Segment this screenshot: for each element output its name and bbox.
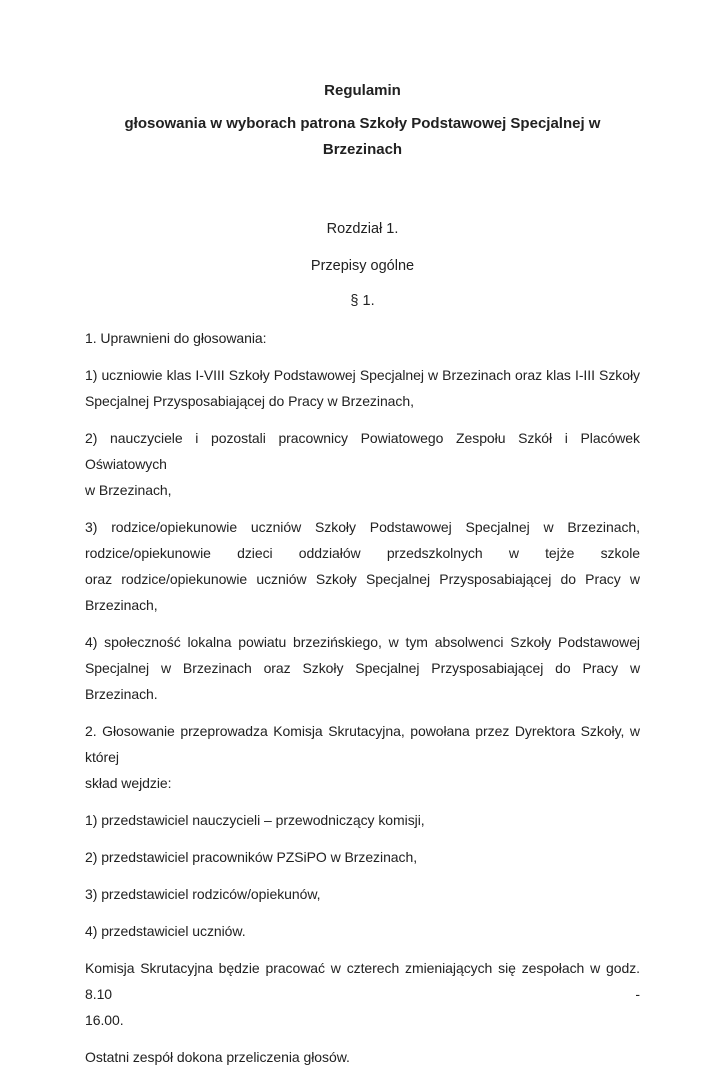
paragraph-line: 3) przedstawiciel rodziców/opiekunów,	[85, 886, 321, 902]
paragraph	[85, 629, 640, 707]
paragraph-line: 4) przedstawiciel uczniów.	[85, 923, 246, 939]
paragraph	[85, 807, 640, 833]
paragraph	[85, 718, 640, 796]
paragraph-line: 2. Głosowanie przeprowadza Komisja Skrutacyjna, powołana przez Dyrektora Szkoły, w której	[85, 723, 640, 765]
paragraph-line: 16.00.	[85, 1012, 124, 1028]
paragraph-line: 4) społeczność lokalna powiatu brzezińskiego, w tym absolwenci Szkoły Podstawowej	[85, 634, 640, 650]
paragraph	[85, 514, 640, 618]
paragraph-line: rodzice/opiekunowie dzieci oddziałów przedszkolnych w tejże szkole	[85, 545, 640, 561]
document-subtitle: głosowania w wyborach patrona Szkoły Podstawowej Specjalnej w Brzezinach	[124, 115, 601, 158]
chapter-subtitle: Przepisy ogólne	[310, 258, 415, 274]
paragraph-line: Specjalnej w Brzezinach oraz Szkoły Specjalnej Przysposabiającej do Pracy w Brzezinach.	[85, 660, 640, 702]
paragraph-line: Ostatni zespół dokona przeliczenia głosów.	[85, 1049, 350, 1065]
paragraph-line: Specjalnej Przysposabiającej do Pracy w Brzezinach,	[85, 393, 414, 409]
section-heading: § 1.	[350, 293, 375, 309]
paragraph	[85, 425, 640, 503]
paragraph	[85, 844, 640, 870]
paragraph-line: 1) przedstawiciel nauczycieli – przewodniczący komisji,	[85, 812, 425, 828]
paragraph-line: oraz rodzice/opiekunowie uczniów Szkoły Specjalnej Przysposabiającej do Pracy w Brzezinach,	[85, 571, 640, 613]
paragraph-line: 2) nauczyciele i pozostali pracownicy Powiatowego Zespołu Szkół i Placówek Oświatowych	[85, 430, 640, 472]
paragraph	[85, 918, 640, 944]
document-title: Regulamin	[324, 82, 401, 99]
paragraph-line: Komisja Skrutacyjna będzie pracować w czterech zmieniających się zespołach w godz. 8.10 -	[85, 960, 640, 1002]
paragraph-line: 3) rodzice/opiekunowie uczniów Szkoły Podstawowej Specjalnej w Brzezinach,	[85, 519, 640, 535]
paragraph-line: 1) uczniowie klas I-VIII Szkoły Podstawowej Specjalnej w Brzezinach oraz klas I-III Szkoły	[85, 367, 640, 383]
paragraph	[85, 325, 640, 351]
paragraph	[85, 1044, 640, 1070]
paragraph-line: skład wejdzie:	[85, 775, 172, 791]
document-body	[85, 325, 640, 1070]
paragraph-line: w Brzezinach,	[85, 482, 172, 498]
paragraph-line: 1. Uprawnieni do głosowania:	[85, 330, 267, 346]
paragraph-line: 2) przedstawiciel pracowników PZSiPO w Brzezinach,	[85, 849, 418, 865]
paragraph	[85, 362, 640, 414]
paragraph	[85, 955, 640, 1033]
chapter-heading: Rozdział 1.	[326, 221, 399, 237]
paragraph	[85, 881, 640, 907]
